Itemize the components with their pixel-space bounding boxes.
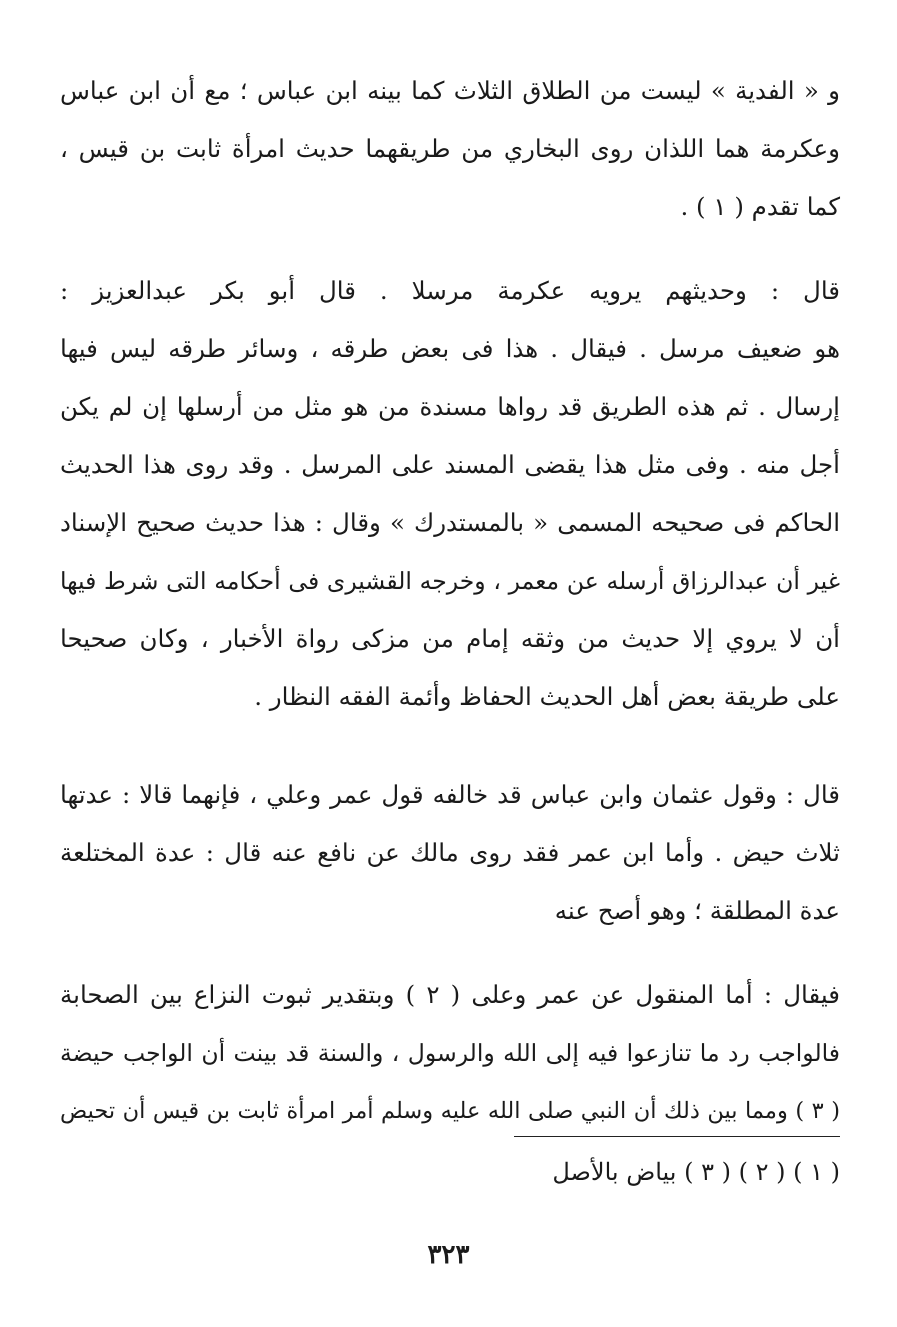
paragraph-2	[60, 262, 840, 726]
text-line: قال : وحديثهم يرويه عكرمة مرسلا . قال أبو بكر عبدالعزيز :	[60, 276, 840, 305]
text-line: و « الفدية » ليست من الطلاق الثلاث كما بينه ابن عباس ؛ مع أن ابن عباس	[60, 76, 840, 105]
text-line: كما تقدم ( ١ ) .	[680, 192, 840, 221]
text-line: فيقال : أما المنقول عن عمر وعلى ( ٢ ) وبتقدير ثبوت النزاع بين الصحابة	[60, 980, 840, 1009]
text-line: إرسال . ثم هذه الطريق قد رواها مسندة من هو مثل من أرسلها إن لم يكن	[60, 392, 840, 421]
paragraph-3	[60, 766, 840, 940]
text-line: ( ٣ ) ومما بين ذلك أن النبي صلى الله عليه وسلم أمر امرأة ثابت بن قيس أن تحيض	[60, 1098, 840, 1124]
page-number: ٣٢٣	[427, 1240, 470, 1270]
text-line: قال : وقول عثمان وابن عباس قد خالفه قول عمر وعلي ، فإنهما قالا : عدتها	[60, 780, 840, 809]
footnote: ( ١ ) ( ٢ ) ( ٣ ) بياض بالأصل	[552, 1158, 840, 1186]
paragraph-4	[60, 966, 840, 1140]
text-line: فالواجب رد ما تنازعوا فيه إلى الله والرسول ، والسنة قد بينت أن الواجب حيضة	[60, 1039, 840, 1067]
text-line: أجل منه . وفى مثل هذا يقضى المسند على المرسل . وقد روى هذا الحديث	[60, 450, 840, 479]
text-line: هو ضعيف مرسل . فيقال . هذا فى بعض طرقه ، وسائر طرقه ليس فيها	[60, 334, 840, 363]
text-line: وعكرمة هما اللذان روى البخاري من طريقهما حديث امرأة ثابت بن قيس ،	[60, 134, 840, 163]
text-line: عدة المطلقة ؛ وهو أصح عنه	[554, 896, 840, 925]
text-line: أن لا يروي إلا حديث من وثقه إمام من مزكى رواة الأخبار ، وكان صحيحا	[60, 624, 840, 653]
text-line: على طريقة بعض أهل الحديث الحفاظ وأئمة الفقه النظار .	[254, 682, 840, 711]
text-line: غير أن عبدالرزاق أرسله عن معمر ، وخرجه القشيرى فى أحكامه التى شرط فيها	[60, 567, 840, 595]
footnote-divider	[514, 1136, 840, 1137]
text-line: الحاكم فى صحيحه المسمى « بالمستدرك » وقال : هذا حديث صحيح الإسناد	[60, 508, 840, 537]
paragraph-1	[60, 62, 840, 236]
text-line: ثلاث حيض . وأما ابن عمر فقد روى مالك عن نافع عنه قال : عدة المختلعة	[60, 838, 840, 867]
